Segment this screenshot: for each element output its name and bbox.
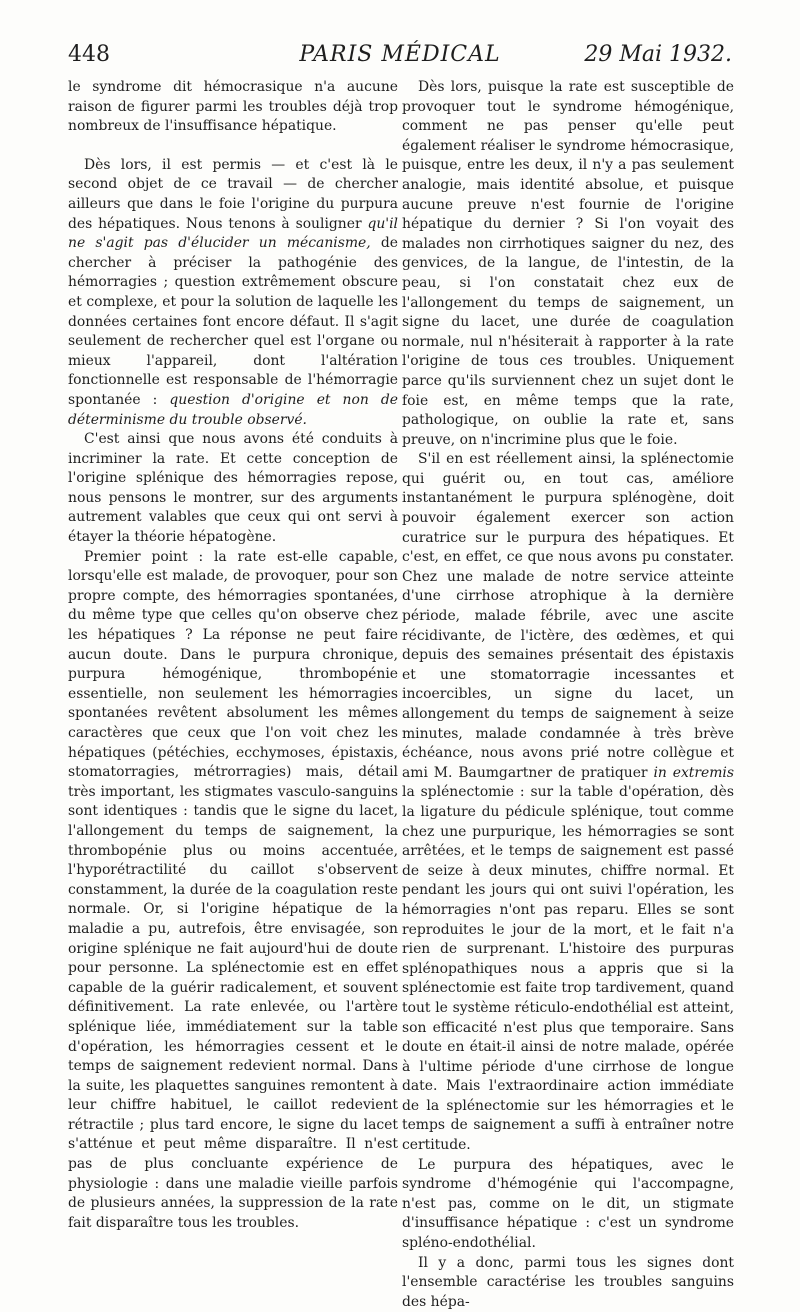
paragraph: C'est ainsi que nous avons été conduits à incriminer la rate. Et cette conception de l'origine splénique des hémorragies repose, nous pensons le montrer, sur des arguments autrement valables que ceux qui ont servi à étayer la théorie hépatogène. xyxy=(68,431,398,546)
paragraph: Dès lors, puisque la rate est susceptible de provoquer tout le syndrome hémogénique, comment ne pas penser qu'elle peut également réaliser le syndrome hémocrasique, puisque, entre les deux, il n'y a pas seulement analogie, mais identité absolue, et puisque aucune preuve n'est fournie de l'origine hépatique du dernier ? Si l'on voyait des malades non cirrhotiques saigner du nez, des genvices, de la langue, de l'intestin, de la peau, si l'on constatait chez eux de l'allongement du temps de saignement, un signe du lacet, une durée de coagulation normale, nul n'hésiterait à rapporter à la rate l'origine de tous ces troubles. Uniquement parce qu'ils surviennent chez un sujet dont le foie est, en même temps que la rate, pathologique, on oublie la rate et, sans preuve, on n'incrimine plus que le foie. xyxy=(402,79,734,448)
right-column xyxy=(402,78,734,1312)
left-column xyxy=(68,78,398,1233)
paragraph: Il y a donc, parmi tous les signes dont l'ensemble caractérise les troubles sanguins des hépa- xyxy=(402,1254,734,1310)
emphasis-text: qu'il ne s'agit pas d'élucider un mécanisme, xyxy=(68,215,398,252)
paragraph: Dès lors, il est permis — et c'est là le second objet de ce travail — de chercher ailleurs que dans le foie l'origine du purpura des hépatiques. Nous tenons à souligner qu'il ne s'agit pas d'élucider un mécanisme, de chercher à préciser la pathogénie des hémorragies ; question extrêmement obscure et complexe, et pour la solution de laquelle les données certaines font encore défaut. Il s'agit seulement de rechercher quel est l'organe ou mieux l'appareil, dont l'altération fonctionnelle est responsable de l'hémorragie spontanée : question d'origine et non de déterminisme du trouble observé. xyxy=(68,156,399,428)
journal-title: PARIS MÉDICAL xyxy=(299,42,501,67)
paragraph: le syndrome dit hémocrasique n'a aucune raison de figurer parmi les troubles déjà trop nombreux de l'insuffisance hépatique. xyxy=(68,79,398,135)
emphasis-text: in extremis xyxy=(653,764,734,781)
emphasis-text: question d'origine et non de déterminisme du trouble observé. xyxy=(68,391,398,428)
page-number: 448 xyxy=(68,42,110,67)
issue-date: 29 Mai 1932. xyxy=(584,42,732,67)
paragraph: Premier point : la rate est-elle capable, lorsqu'elle est malade, de provoquer, pour son propre compte, des hémorragies spontanées, du même type que celles qu'on observe chez les hépatiques ? La réponse ne peut faire aucun doute. Dans le purpura chronique, purpura hémogénique, thrombopénie essentielle, non seulement les hémorragies spontanées revêtent absolument les mêmes caractères que ceux que l'on voit chez les hépatiques (pétéchies, ecchymoses, épistaxis, stomatorragies, métrorragies) mais, détail très important, les stigmates vasculo-sanguins sont identiques : tandis que le signe du lacet, l'allongement du temps de saignement, la thrombopénie plus ou moins accentuée, l'hyporétractilité du caillot s'observent constamment, la durée de la coagulation reste normale. Or, si l'origine hépatique de la maladie a pu, autrefois, être envisagée, son origine splénique ne fait aujourd'hui de doute pour personne. La splénectomie est en effet capable de la guérir radicalement, et souvent définitivement. La rate enlevée, ou l'artère splénique liée, immédiatement sur la table d'opération, les hémorragies cessent et le temps de saignement redevient normal. Dans la suite, les plaquettes sanguines remontent à leur chiffre habituel, le caillot redevient rétractile ; plus tard encore, le signe du lacet s'atténue et peut même disparaître. Il n'est pas de plus concluante expérience de physiologie : dans une maladie vieille parfois de plusieurs années, la suppression de la rate fait disparaître tous les troubles. xyxy=(68,548,398,1231)
paragraph: Le purpura des hépatiques, avec le syndrome d'hémogénie qui l'accompagne, n'est pas, comme on le dit, un stigmate d'insuffisance hépatique : c'est un syndrome spléno-endothélial. xyxy=(402,1156,734,1252)
paragraph: S'il en est réellement ainsi, la splénectomie qui guérit ou, en tout cas, améliore instantanément le purpura splénogène, doit pouvoir également exercer son action curatrice sur le purpura des hépatiques. Et c'est, en effet, ce que nous avons pu constater. Chez une malade de notre service atteinte d'une cirrhose atrophique à la dernière période, malade fébrile, avec une ascite récidivante, de l'ictère, des œdèmes, et qui depuis des semaines présentait des épistaxis et une stomatorragie incessantes et incoercibles, un signe du lacet, un allongement du temps de saignement à seize minutes, malade condamnée à très brève échéance, nous avons prié notre collègue et ami M. Baumgartner de pratiquer in extremis la splénectomie : sur la table d'opération, dès la ligature du pédicule splénique, tout comme chez une purpurique, les hémorragies se sont arrêtées, et le temps de saignement est passé de seize à deux minutes, chiffre normal. Et pendant les jours qui ont suivi l'opération, les hémorragies n'ont pas reparu. Elles se sont reproduites le jour de la mort, et le fait n'a rien de surprenant. L'histoire des purpuras splénopathiques nous a appris que si la splénectomie est faite trop tardivement, quand tout le système réticulo-endothélial est atteint, son efficacité n'est plus que temporaire. Sans doute en était-il ainsi de notre malade, opérée à l'ultime période d'une cirrhose de longue date. Mais l'extraordinaire action immédiate de la splénectomie sur les hémorragies et le temps de saignement a suffi à entraîner notre certitude. xyxy=(402,451,734,1154)
page-header xyxy=(68,40,732,70)
